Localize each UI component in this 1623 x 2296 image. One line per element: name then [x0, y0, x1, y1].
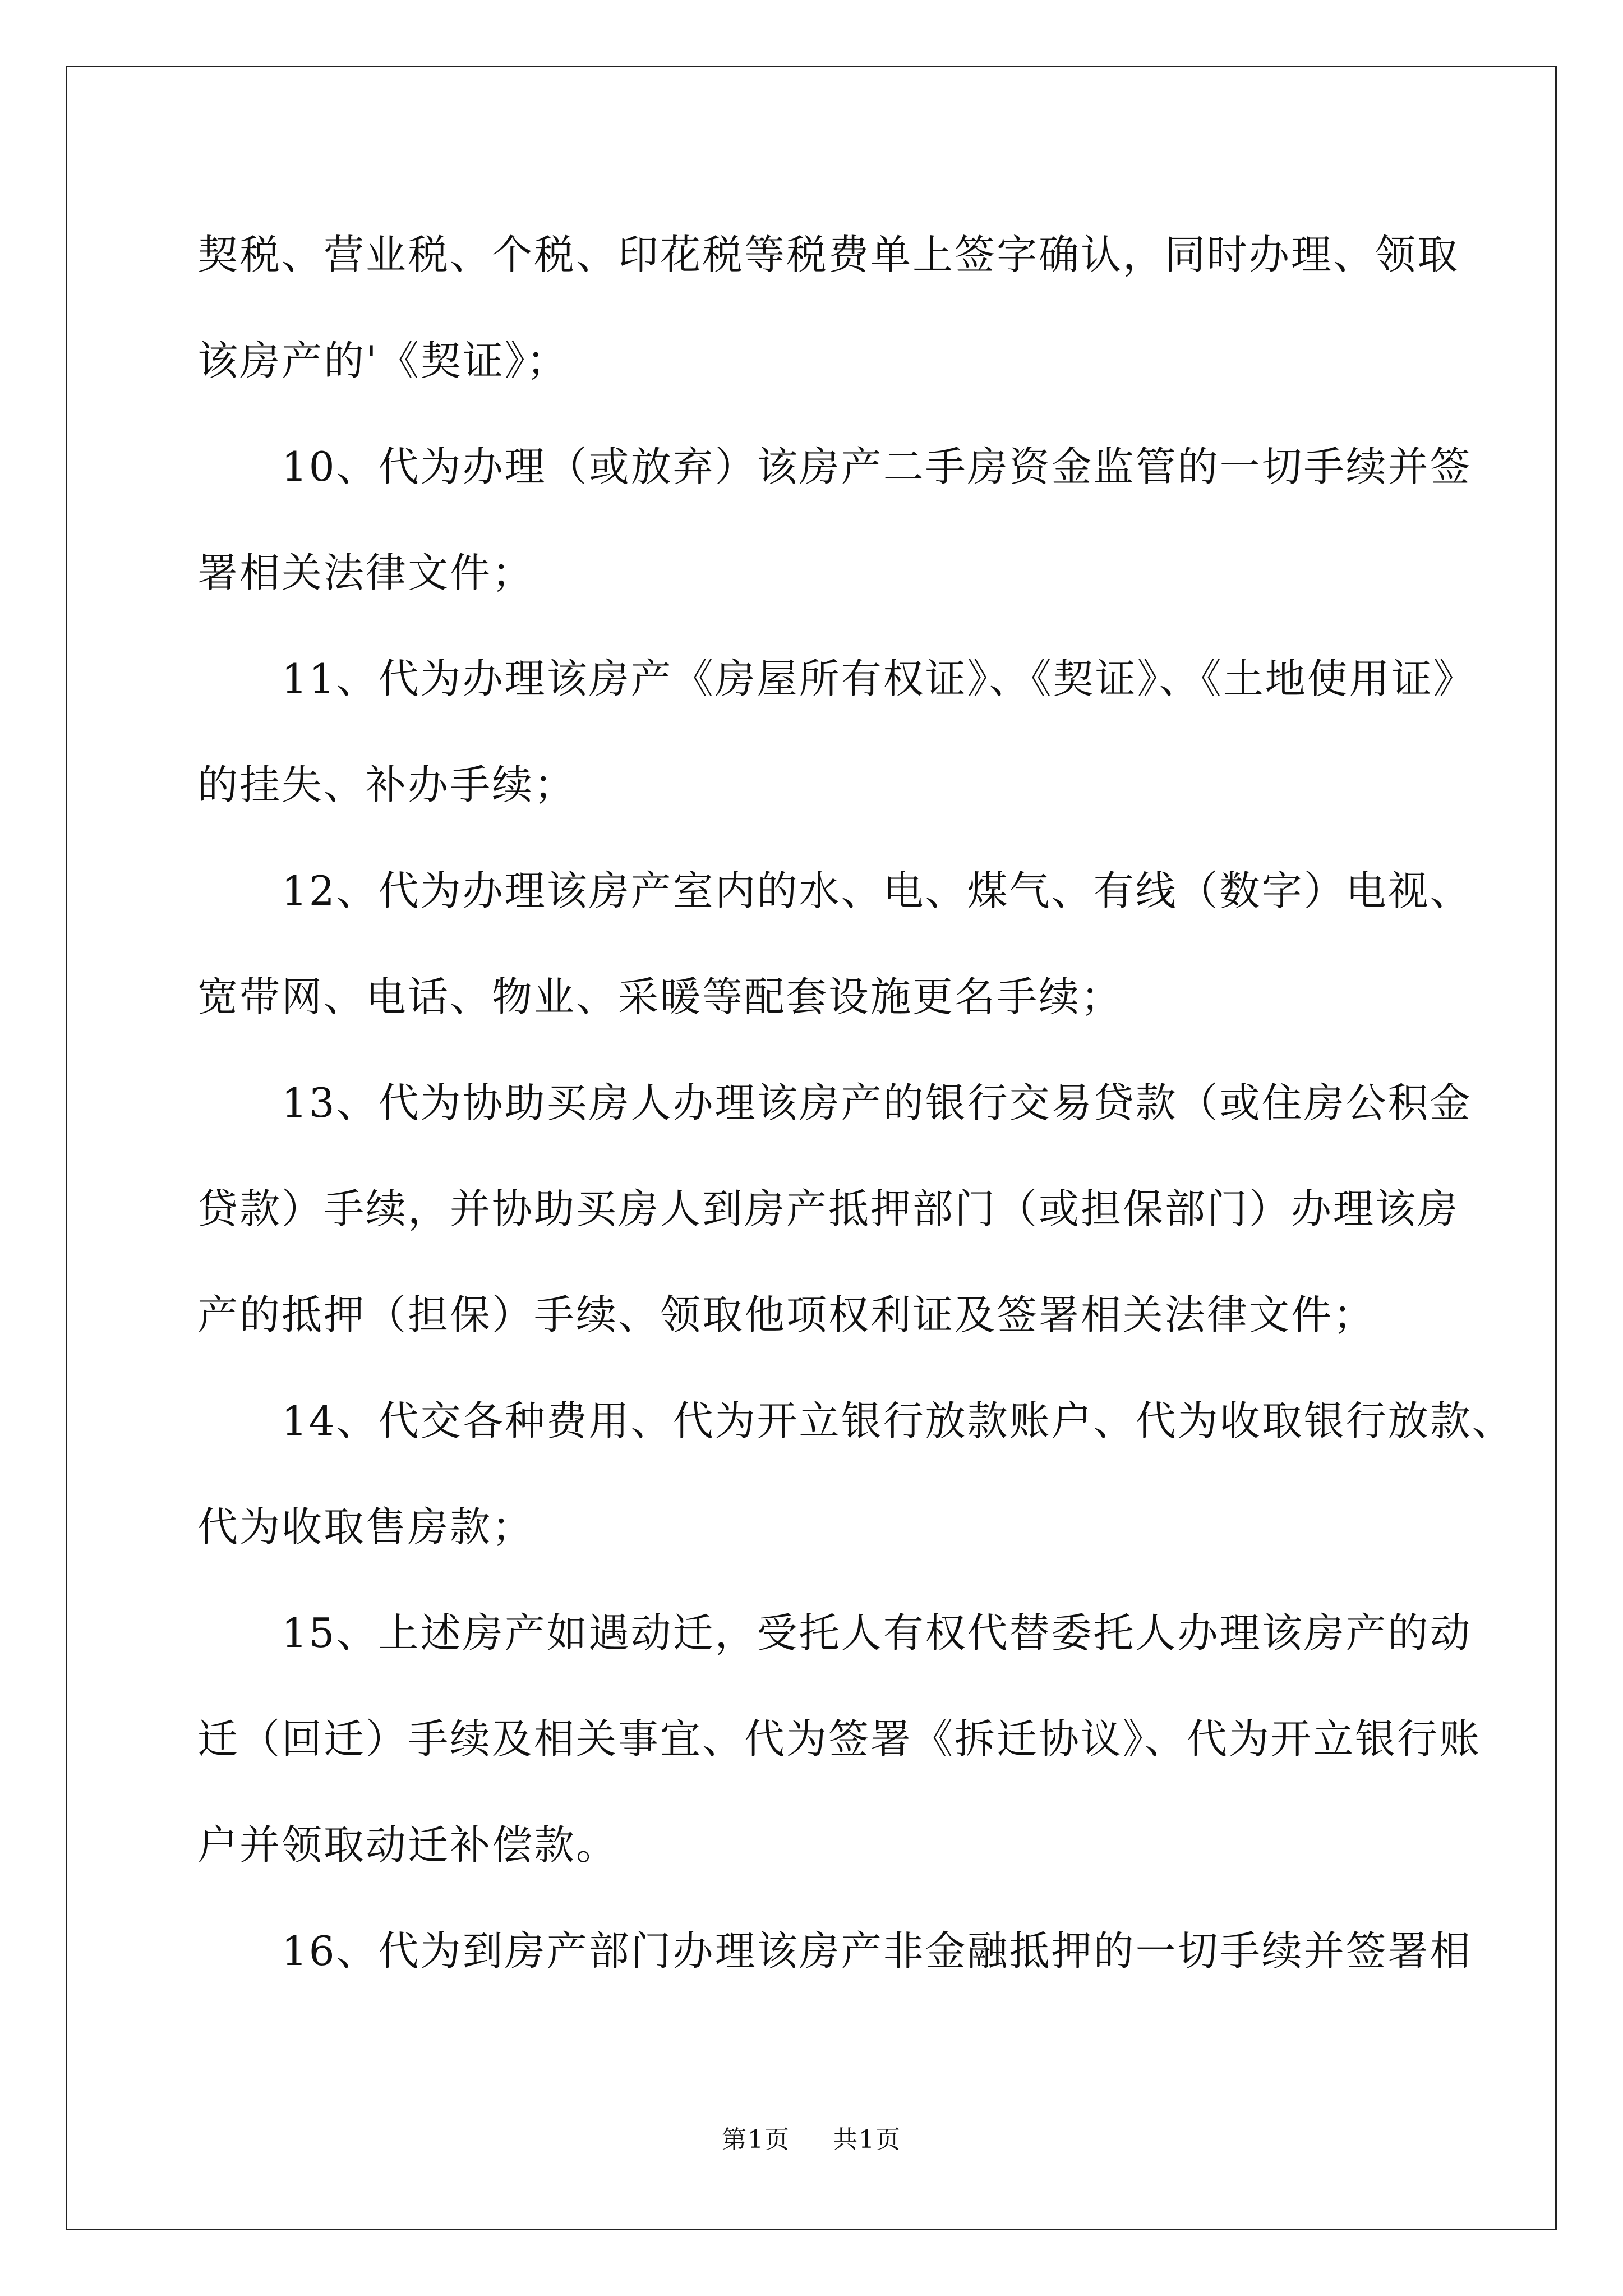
- text-line: 贷款）手续，并协助买房人到房产抵押部门（或担保部门）办理该房: [197, 1185, 1460, 1232]
- text-line: 产的抵押（担保）手续、领取他项权利证及签署相关法律文件；: [197, 1291, 1376, 1338]
- text-line: 迁（回迁）手续及相关事宜、代为签署《拆迁协议》、代为开立银行账: [197, 1715, 1482, 1763]
- text-line: 代为收取售房款；: [197, 1503, 534, 1550]
- text-line: 13、代为协助买房人办理该房产的银行交易贷款（或住房公积金: [282, 1079, 1472, 1126]
- text-line: 契税、营业税、个税、印花税等税费单上签字确认，同时办理、领取: [197, 231, 1460, 278]
- page-footer: [0, 2123, 1623, 2157]
- page-number: 第1页: [722, 2125, 790, 2154]
- text-line: 户并领取动迁补偿款。: [197, 1821, 619, 1869]
- text-line: 14、代交各种费用、代为开立银行放款账户、代为收取银行放款、: [282, 1397, 1514, 1444]
- text-line: 12、代为办理该房产室内的水、电、煤气、有线（数字）电视、: [282, 867, 1472, 914]
- text-line: 15、上述房产如遇动迁，受托人有权代替委托人办理该房产的动: [282, 1609, 1472, 1657]
- text-line: 11、代为办理该房产《房屋所有权证》、《契证》、《土地使用证》: [282, 655, 1476, 702]
- document-body: [197, 202, 1514, 2004]
- text-line: 16、代为到房产部门办理该房产非金融抵押的一切手续并签署相: [282, 1927, 1472, 1975]
- page-total: 共1页: [833, 2125, 901, 2154]
- text-line: 10、代为办理（或放弃）该房产二手房资金监管的一切手续并签: [282, 443, 1472, 490]
- text-line: 该房产的'《契证》；: [197, 337, 569, 384]
- text-line: 的挂失、补办手续；: [197, 761, 577, 808]
- text-line: 署相关法律文件；: [197, 549, 534, 596]
- text-line: 宽带网、电话、物业、采暖等配套设施更名手续；: [197, 973, 1123, 1020]
